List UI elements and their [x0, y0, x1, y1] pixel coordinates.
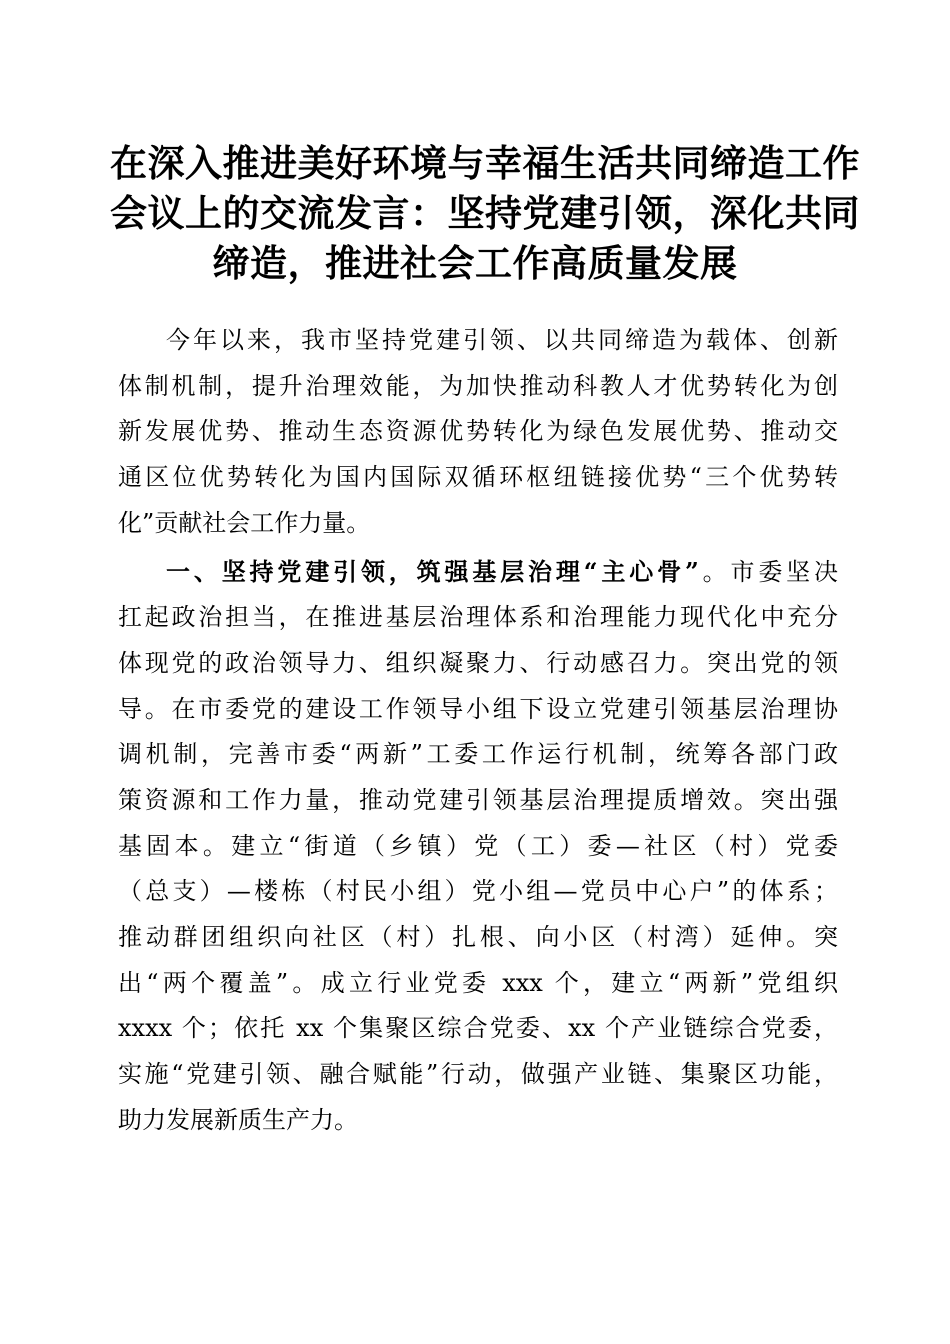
section-1-line-4: 导。在市委党的建设工作领导小组下设立党建引领基层治理协: [118, 694, 838, 723]
section-1-line-8: （总支）—楼栋（村民小组）党小组—党员中心户”的体系；: [118, 877, 838, 906]
section-1-line-10: 出“两个覆盖”。成立行业党委 xxx 个，建立“两新”党组织: [118, 968, 838, 997]
section-1-first-line: [118, 549, 838, 595]
intro-line-5: 化”贡献社会工作力量。: [118, 508, 371, 537]
section-1-line-13: 助力发展新质生产力。: [118, 1105, 358, 1134]
section-1-line-9: 推动群团组织向社区（村）扎根、向小区（村湾）延伸。突: [118, 922, 838, 951]
section-1-line-2: 扛起政治担当，在推进基层治理体系和治理能力现代化中充分: [118, 603, 838, 632]
document-body: [118, 318, 838, 1143]
title-line-2: 会议上的交流发言：坚持党建引领，深化共同: [110, 191, 860, 235]
section-1-first-line-rest: 。市委坚决: [698, 558, 839, 587]
section-1-line-6: 策资源和工作力量，推动党建引领基层治理提质增效。突出强: [118, 785, 838, 814]
intro-line-3: 新发展优势、推动生态资源优势转化为绿色发展优势、推动交: [118, 417, 838, 446]
section-1-line-3: 体现党的政治领导力、组织凝聚力、行动感召力。突出党的领: [118, 648, 838, 677]
document-title: [110, 138, 860, 288]
intro-line-4: 通区位优势转化为国内国际双循环枢纽链接优势“三个优势转: [118, 463, 838, 492]
intro-line-1: 今年以来，我市坚持党建引领、以共同缔造为载体、创新: [166, 326, 838, 354]
section-1-line-7: 基固本。建立“街道（乡镇）党（工）委—社区（村）党委: [118, 831, 838, 860]
intro-line-2: 体制机制，提升治理效能，为加快推动科教人才优势转化为创: [118, 371, 838, 400]
section-1-line-11: xxxx 个；依托 xx 个集聚区综合党委、xx 个产业链综合党委，: [118, 1014, 838, 1043]
title-line-1: 在深入推进美好环境与幸福生活共同缔造工作: [110, 141, 860, 185]
section-1-paragraph: [118, 549, 838, 1143]
section-1-heading: 一、坚持党建引领，筑强基层治理“主心骨”: [166, 557, 699, 587]
section-1-line-12: 实施“党建引领、融合赋能”行动，做强产业链、集聚区功能，: [118, 1060, 838, 1088]
section-1-line-5: 调机制，完善市委“两新”工委工作运行机制，统筹各部门政: [118, 740, 838, 769]
title-line-3: 缔造，推进社会工作高质量发展: [212, 241, 738, 285]
intro-paragraph: [118, 318, 838, 546]
